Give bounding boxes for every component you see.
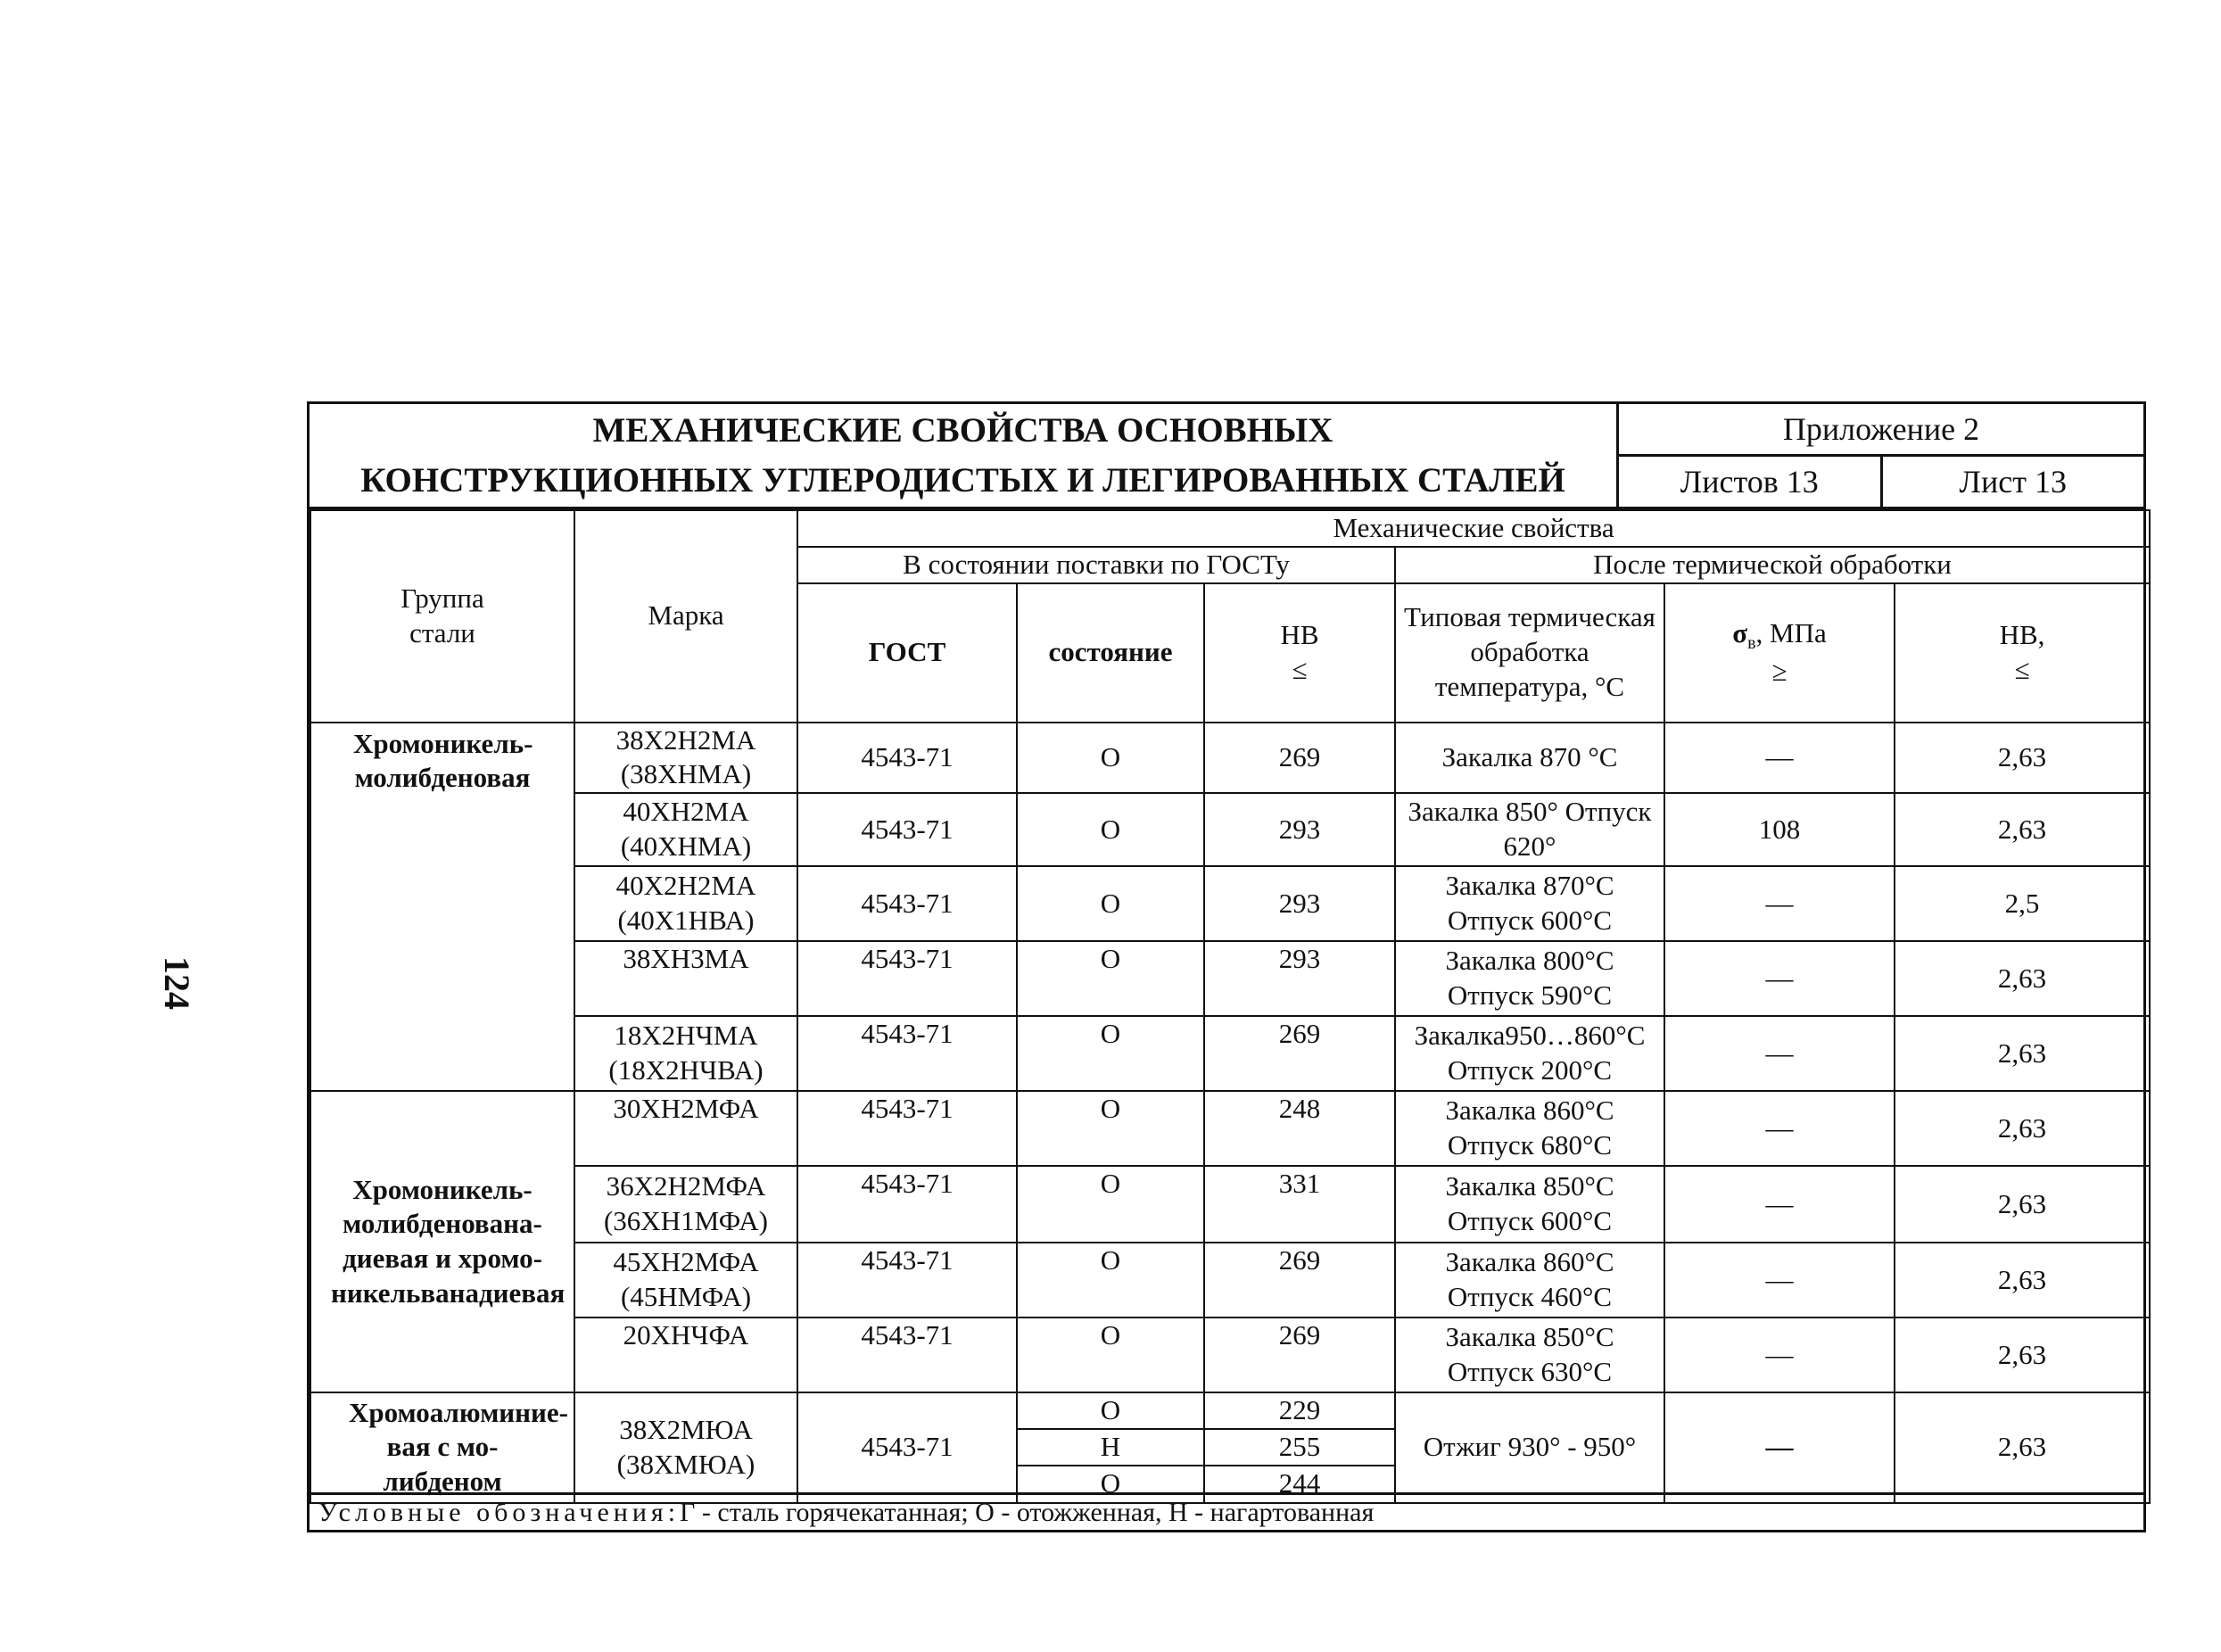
hb: 244: [1204, 1466, 1395, 1503]
appendix-block: [1619, 404, 2143, 507]
sheets-total: Листов 13: [1619, 457, 1883, 507]
hb: 293: [1204, 866, 1395, 941]
gost: 4543-71: [797, 1091, 1017, 1166]
gost: 4543-71: [797, 793, 1017, 866]
hb2: 2,63: [1895, 723, 2150, 794]
table-row: [310, 866, 2150, 941]
gost: 4543-71: [797, 723, 1017, 794]
sigma: —: [1664, 866, 1895, 941]
sigma: —: [1664, 1317, 1895, 1392]
properties-table: [310, 509, 2151, 1504]
hb2: 2,63: [1895, 1392, 2150, 1503]
gost: 4543-71: [797, 1317, 1017, 1392]
hb: 269: [1204, 1243, 1395, 1317]
grade: 38Х2МЮА (38ХМЮА): [574, 1392, 797, 1503]
state: О: [1017, 793, 1204, 866]
group-2-name: Хромоникель-молибденована-диевая и хромо-никельванадиевая: [310, 1091, 574, 1392]
sheet-number: Лист 13: [1959, 464, 2067, 500]
hb: 229: [1204, 1392, 1395, 1429]
state: О: [1017, 1091, 1204, 1166]
table-row: [310, 1392, 2150, 1429]
sheet-info: [1619, 457, 2143, 507]
treatment: Закалка 850° Отпуск 620°: [1395, 793, 1664, 866]
hb2: 2,63: [1895, 1016, 2150, 1091]
hb2: 2,5: [1895, 866, 2150, 941]
gost: 4543-71: [797, 1243, 1017, 1317]
grade: 38Х2Н2МА (38ХНМА): [574, 723, 797, 794]
table-row: [310, 793, 2150, 866]
table-row: [310, 1166, 2150, 1243]
sigma: —: [1664, 1091, 1895, 1166]
sigma: —: [1664, 1392, 1895, 1503]
header-grade: Марка: [574, 510, 797, 723]
gost: 4543-71: [797, 866, 1017, 941]
treatment: Закалка 870 °С: [1395, 723, 1664, 794]
header-hb2: НВ, ≤: [1895, 583, 2150, 723]
hb: 269: [1204, 1317, 1395, 1392]
state: О: [1017, 1243, 1204, 1317]
grade: 40ХН2МА (40ХНМА): [574, 793, 797, 866]
header-sigma: $\sigma_в$, МПа ≥: [1664, 583, 1895, 723]
appendix-label: Приложение 2: [1619, 404, 2143, 457]
gost: 4543-71: [797, 1016, 1017, 1091]
gost: 4543-71: [797, 1166, 1017, 1243]
state: Н: [1017, 1429, 1204, 1466]
grade: 40Х2Н2МА (40Х1НВА): [574, 866, 797, 941]
gost: 4543-71: [797, 941, 1017, 1016]
treatment: Закалка 850°С Отпуск 630°С: [1395, 1317, 1664, 1392]
header-delivered: В состоянии поставки по ГОСТу: [797, 547, 1395, 583]
hb: 248: [1204, 1091, 1395, 1166]
treatment: Закалка 860°С Отпуск 460°С: [1395, 1243, 1664, 1317]
state: О: [1017, 866, 1204, 941]
state: О: [1017, 1392, 1204, 1429]
hb2: 2,63: [1895, 1091, 2150, 1166]
group-3-name: Хромоалюминие-вая с мо-либденом: [310, 1392, 574, 1503]
treatment: Закалка950…860°С Отпуск 200°С: [1395, 1016, 1664, 1091]
table-row: [310, 1317, 2150, 1392]
sigma: —: [1664, 723, 1895, 794]
title-line-1: МЕХАНИЧЕСКИЕ СВОЙСТВА ОСНОВНЫХ: [592, 410, 1333, 450]
treatment: Закалка 870°С Отпуск 600°С: [1395, 866, 1664, 941]
state: О: [1017, 723, 1204, 794]
grade: 18Х2НЧМА (18Х2НЧВА): [574, 1016, 797, 1091]
hb2: 2,63: [1895, 941, 2150, 1016]
sigma: —: [1664, 1016, 1895, 1091]
hb: 293: [1204, 941, 1395, 1016]
legend-text: Г - сталь горячекатанная; О - отожженная, Н - нагартованная: [680, 1497, 1375, 1527]
hb: 269: [1204, 1016, 1395, 1091]
header-gost: ГОСТ: [797, 583, 1017, 723]
header-treatment: Типовая термическая обработка температура, °С: [1395, 583, 1664, 723]
table-row: [310, 941, 2150, 1016]
state: О: [1017, 1466, 1204, 1503]
hb2: 2,63: [1895, 1243, 2150, 1317]
table-row: [310, 1243, 2150, 1317]
grade: 36Х2Н2МФА (36ХН1МФА): [574, 1166, 797, 1243]
hb: 293: [1204, 793, 1395, 866]
document-table: [307, 401, 2146, 1532]
header-mech-props: Механические свойства: [797, 510, 2150, 547]
hb: 269: [1204, 723, 1395, 794]
header-state: состояние: [1017, 583, 1204, 723]
sigma: —: [1664, 1243, 1895, 1317]
table-row: [310, 1091, 2150, 1166]
hb2: 2,63: [1895, 793, 2150, 866]
sigma: —: [1664, 941, 1895, 1016]
grade: 45ХН2МФА (45НМФА): [574, 1243, 797, 1317]
grade: 30ХН2МФА: [574, 1091, 797, 1166]
state: О: [1017, 1166, 1204, 1243]
title-line-2: КОНСТРУКЦИОННЫХ УГЛЕРОДИСТЫХ И ЛЕГИРОВАННЫХ СТАЛЕЙ: [360, 460, 1565, 500]
grade: 20ХНЧФА: [574, 1317, 797, 1392]
title-row: [310, 404, 2143, 509]
header-group: Группа стали: [310, 510, 574, 723]
group-1-name: Хромоникель-молибденовая: [310, 723, 574, 1092]
header-after-heat: После термической обработки: [1395, 547, 2150, 583]
treatment: Отжиг 930° - 950°: [1395, 1392, 1664, 1503]
hb2: 2,63: [1895, 1317, 2150, 1392]
header-hb: НВ ≤: [1204, 583, 1395, 723]
state: О: [1017, 941, 1204, 1016]
document-title: [310, 404, 1619, 507]
legend: [310, 1492, 2143, 1530]
sigma: —: [1664, 1166, 1895, 1243]
grade: 38ХН3МА: [574, 941, 797, 1016]
treatment: Закалка 860°С Отпуск 680°С: [1395, 1091, 1664, 1166]
hb: 255: [1204, 1429, 1395, 1466]
legend-label: Условные обозначения:: [318, 1497, 681, 1527]
table-row: [310, 723, 2150, 794]
page-number: 124: [157, 956, 197, 1010]
table-row: [310, 1016, 2150, 1091]
state: О: [1017, 1317, 1204, 1392]
hb2: 2,63: [1895, 1166, 2150, 1243]
sigma: 108: [1664, 793, 1895, 866]
state: О: [1017, 1016, 1204, 1091]
gost: 4543-71: [797, 1392, 1017, 1503]
hb: 331: [1204, 1166, 1395, 1243]
treatment: Закалка 800°С Отпуск 590°С: [1395, 941, 1664, 1016]
treatment: Закалка 850°С Отпуск 600°С: [1395, 1166, 1664, 1243]
